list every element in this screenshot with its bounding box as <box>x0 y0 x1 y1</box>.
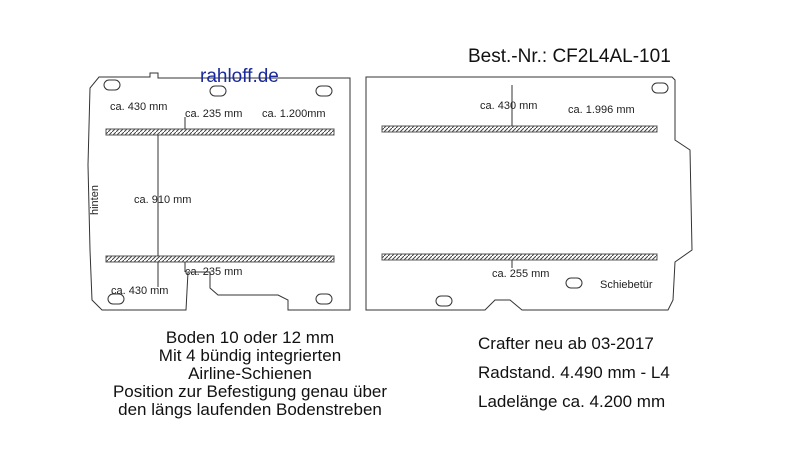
left-dim-vertical: ca. 910 mm <box>134 194 192 206</box>
right-dim-bottom-center: ca. 255 mm <box>492 268 550 280</box>
note-right-line: Radstand. 4.490 mm - L4 <box>478 363 670 382</box>
left-hole-top-right <box>316 86 332 96</box>
brand-label: rahloff.de <box>200 66 279 87</box>
notes-right <box>478 329 670 416</box>
note-left-line: Airline-Schienen <box>188 364 312 383</box>
right-rail-top <box>382 126 657 132</box>
right-rail-bottom <box>382 254 657 260</box>
side-label: hinten <box>89 185 101 215</box>
right-dim-top-center: ca. 430 mm <box>480 100 538 112</box>
note-left-line: Mit 4 bündig integrierten <box>158 346 342 365</box>
left-hole-top-left <box>104 80 120 90</box>
note-left-line: den längs laufenden Bodenstreben <box>118 400 382 419</box>
note-left-line: Position zur Befestigung genau über <box>112 382 388 401</box>
order-number: Best.-Nr.: CF2L4AL-101 <box>468 46 671 67</box>
right-hole-bottom <box>436 296 452 306</box>
right-hole-door <box>566 278 582 288</box>
left-hole-bottom-right <box>316 294 332 304</box>
left-dim-top-right: ca. 1.200mm <box>262 108 326 120</box>
notes-left <box>60 329 440 419</box>
left-rail-bottom <box>106 256 334 262</box>
note-left-line: Boden 10 oder 12 mm <box>165 328 335 347</box>
note-right-line: Ladelänge ca. 4.200 mm <box>478 392 666 411</box>
left-dim-bottom-left: ca. 430 mm <box>111 285 169 297</box>
right-hole-top <box>652 83 668 93</box>
left-rail-top <box>106 129 334 135</box>
left-dim-top-center: ca. 235 mm <box>185 108 243 120</box>
left-dim-top-left: ca. 430 mm <box>110 101 168 113</box>
door-label: Schiebetür <box>600 279 653 291</box>
right-dim-top-right: ca. 1.996 mm <box>568 104 635 116</box>
note-right-line: Crafter neu ab 03-2017 <box>478 334 654 353</box>
left-dim-bottom-center: ca. 235 mm <box>185 266 243 278</box>
